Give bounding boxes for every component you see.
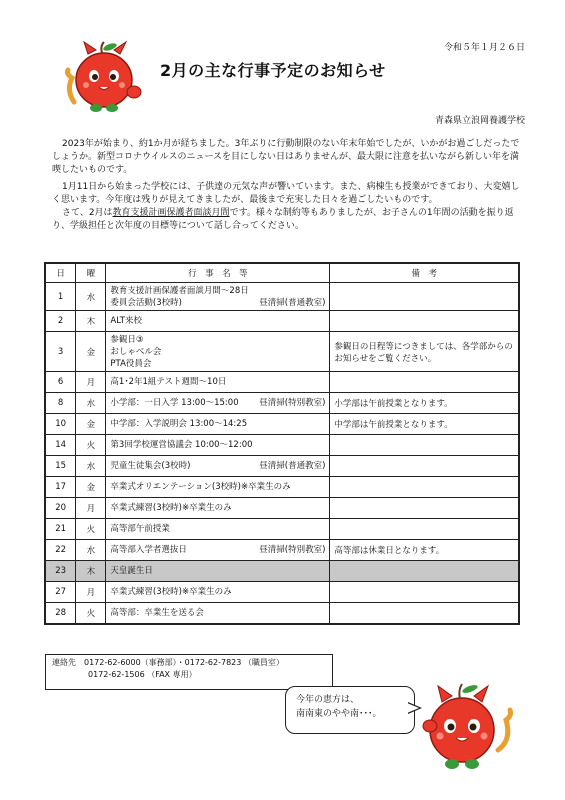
event-cleaning-note: 昼清掃(特別教室) xyxy=(259,545,326,555)
event-line xyxy=(110,397,325,409)
table-row xyxy=(45,435,519,456)
document-date: 令和５年１月２６日 xyxy=(443,43,525,53)
event-line xyxy=(110,523,325,535)
cell-note xyxy=(330,311,519,332)
table-row xyxy=(45,582,519,603)
event-text: 卒業式オリエンテーション(3校時)※卒業生のみ xyxy=(110,482,291,492)
event-line xyxy=(110,334,325,346)
cell-note xyxy=(330,283,519,311)
cell-note xyxy=(330,477,519,498)
event-line xyxy=(110,460,325,472)
table-row xyxy=(45,519,519,540)
cell-event xyxy=(106,603,330,624)
event-line xyxy=(110,285,325,297)
cell-dow: 金 xyxy=(76,332,106,372)
table-row xyxy=(45,477,519,498)
event-text: 高等部入学者選抜日 xyxy=(110,545,187,555)
cell-note xyxy=(330,582,519,603)
cell-event xyxy=(106,332,330,372)
page-title: 2月の主な行事予定のお知らせ xyxy=(160,61,386,80)
cell-day: 17 xyxy=(45,477,76,498)
cell-day: 27 xyxy=(45,582,76,603)
event-cleaning-note: 昼清掃(特別教室) xyxy=(259,398,326,408)
bubble-tail-inner xyxy=(407,703,419,713)
event-line xyxy=(110,297,325,309)
cell-event xyxy=(106,456,330,477)
event-text: 教育支援計画保護者面談月間～28日 xyxy=(110,285,249,296)
event-text: 高1･2年1組テスト週間～10日 xyxy=(110,377,227,387)
table-header-row xyxy=(45,263,519,283)
apple-cat-mascot-icon xyxy=(62,40,154,120)
bubble-line-2: 南南東のやや南･･･。 xyxy=(296,709,382,719)
event-text: 卒業式練習(3校時)※卒業生のみ xyxy=(110,587,232,597)
cell-day: 28 xyxy=(45,603,76,624)
table-row xyxy=(45,283,519,311)
intro-paragraph-1 xyxy=(52,138,522,177)
intro-paragraph-2 xyxy=(52,181,522,233)
contact-line-2: 0172-62-1506 （FAX 専用） xyxy=(88,670,197,679)
cell-dow: 月 xyxy=(76,582,106,603)
cell-day: 22 xyxy=(45,540,76,561)
cell-day: 14 xyxy=(45,435,76,456)
cell-day: 15 xyxy=(45,456,76,477)
cell-event xyxy=(106,435,330,456)
header-dow: 曜 xyxy=(76,263,106,283)
cell-day: 8 xyxy=(45,393,76,414)
cell-dow: 金 xyxy=(76,477,106,498)
apple-cat-mascot-icon xyxy=(420,680,520,780)
event-line xyxy=(110,439,325,451)
cell-dow: 月 xyxy=(76,372,106,393)
cell-note: 高等部は休業日となります。 xyxy=(330,540,519,561)
header-note: 備 考 xyxy=(330,263,519,283)
intro-text-2: 1月11日から始まった学校には、子供達の元気な声が響いています。また、病棟生も授業ができており、大変嬉しく思います。今年度は残りが見えてきましたが、最後まで充実した日々を過ごしたいものです。 xyxy=(52,182,520,205)
event-line xyxy=(110,418,325,430)
cell-dow: 木 xyxy=(76,561,106,582)
contact-label: 連絡先 xyxy=(52,658,76,667)
intro-text-3b: です。様々な制約等もありましたが、お子さんの1年間の活動を振り返り、学級担任と次年度の目標等について話し合ってください。 xyxy=(52,208,514,231)
cell-day: 3 xyxy=(45,332,76,372)
event-text: 高等部午前授業 xyxy=(110,524,170,534)
table-row xyxy=(45,498,519,519)
cell-note: 参観日の日程等につきましては、各学部からのお知らせをご覧ください。 xyxy=(330,332,519,372)
table-row xyxy=(45,603,519,624)
event-text: おしゃべル会 xyxy=(110,346,162,357)
cell-note xyxy=(330,498,519,519)
cell-dow: 火 xyxy=(76,435,106,456)
table-row xyxy=(45,311,519,332)
cell-note xyxy=(330,456,519,477)
table-row xyxy=(45,393,519,414)
event-line xyxy=(110,565,325,577)
event-line xyxy=(110,481,325,493)
event-text: ALT来校 xyxy=(110,316,142,326)
cell-dow: 金 xyxy=(76,414,106,435)
cell-dow: 木 xyxy=(76,311,106,332)
event-line xyxy=(110,544,325,556)
cell-event xyxy=(106,540,330,561)
table-row xyxy=(45,332,519,372)
school-name: 青森県立浪岡養護学校 xyxy=(434,116,525,126)
cell-event xyxy=(106,311,330,332)
cell-event xyxy=(106,561,330,582)
speech-bubble xyxy=(285,686,415,734)
cell-day: 21 xyxy=(45,519,76,540)
intro-text-1: 2023年が始まり、約1か月が経ちました。3年ぶりに行動制限のない年末年始でしたが、いかがお過ごしだったでしょうか。新型コロナウイルスのニュースを目にしない日はありませんが、最大限に注意を払いながら新しい年を満喫したいものです。 xyxy=(52,139,520,175)
cell-note xyxy=(330,603,519,624)
cell-day: 23 xyxy=(45,561,76,582)
contact-line-1: 0172-62-6000（事務部）・0172-62-7823 （職員室） xyxy=(84,658,284,667)
event-text: 児童生徒集会(3校時) xyxy=(110,461,191,471)
header-day: 日 xyxy=(45,263,76,283)
cell-day: 20 xyxy=(45,498,76,519)
event-line xyxy=(110,315,325,327)
table-row xyxy=(45,372,519,393)
event-text: 中学部：入学説明会 13:00～14:25 xyxy=(110,419,248,429)
event-line xyxy=(110,607,325,619)
cell-event xyxy=(106,582,330,603)
cell-dow: 火 xyxy=(76,603,106,624)
event-text: 小学部：一日入学 13:00～15:00 xyxy=(110,398,239,408)
table-row xyxy=(45,456,519,477)
cell-dow: 火 xyxy=(76,519,106,540)
intro-text-3u: 教育支援計画保護者面談月間 xyxy=(112,208,230,218)
event-line xyxy=(110,346,325,358)
event-text: 参観日③ xyxy=(110,334,144,345)
cell-dow: 水 xyxy=(76,456,106,477)
event-text: PTA役員会 xyxy=(110,358,152,369)
intro-text-3a: さて、2月は xyxy=(62,208,113,218)
event-text: 委員会活動(3校時) xyxy=(110,297,182,308)
cell-event xyxy=(106,477,330,498)
cell-event xyxy=(106,283,330,311)
cell-event xyxy=(106,498,330,519)
cell-note: 小学部は午前授業となります。 xyxy=(330,393,519,414)
schedule-body xyxy=(45,283,519,624)
event-line xyxy=(110,502,325,514)
cell-dow: 水 xyxy=(76,283,106,311)
table-row xyxy=(45,561,519,582)
cell-note: 中学部は午前授業となります。 xyxy=(330,414,519,435)
bubble-line-1: 今年の恵方は、 xyxy=(296,695,360,705)
event-line xyxy=(110,586,325,598)
event-cleaning-note: 昼清掃(普通教室) xyxy=(259,461,326,471)
cell-note xyxy=(330,435,519,456)
cell-day: 6 xyxy=(45,372,76,393)
cell-note xyxy=(330,519,519,540)
cell-day: 10 xyxy=(45,414,76,435)
header-event: 行 事 名 等 xyxy=(106,263,330,283)
cell-dow: 水 xyxy=(76,540,106,561)
cell-day: 2 xyxy=(45,311,76,332)
table-row xyxy=(45,540,519,561)
cell-day: 1 xyxy=(45,283,76,311)
event-text: 天皇誕生日 xyxy=(110,566,153,576)
cell-note xyxy=(330,561,519,582)
contact-box xyxy=(45,654,333,690)
event-text: 卒業式練習(3校時)※卒業生のみ xyxy=(110,503,232,513)
cell-event xyxy=(106,393,330,414)
table-row xyxy=(45,414,519,435)
cell-event xyxy=(106,519,330,540)
schedule-table xyxy=(44,262,520,625)
event-text: 高等部：卒業生を送る会 xyxy=(110,607,204,618)
cell-event xyxy=(106,414,330,435)
event-line xyxy=(110,358,325,370)
cell-event xyxy=(106,372,330,393)
event-line xyxy=(110,376,325,388)
cell-dow: 水 xyxy=(76,393,106,414)
event-cleaning-note: 昼清掃(普通教室) xyxy=(259,297,326,308)
cell-note xyxy=(330,372,519,393)
cell-dow: 月 xyxy=(76,498,106,519)
event-text: 第3回学校運営協議会 10:00～12:00 xyxy=(110,440,253,450)
